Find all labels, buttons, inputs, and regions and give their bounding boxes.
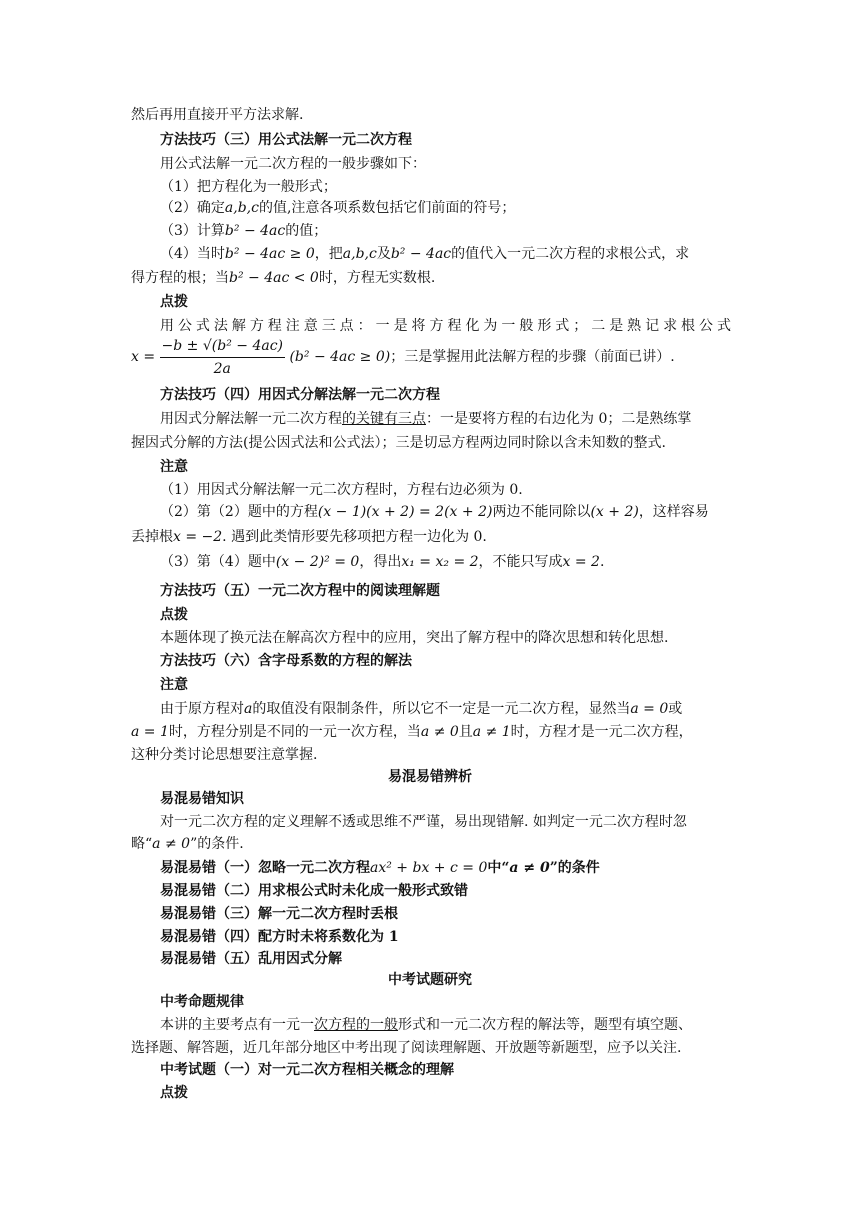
text-line: 由于原方程对a的取值没有限制条件，所以它不一定是一元二次方程，显然当a = 0或 [160, 701, 683, 717]
section-heading: 点拨 [160, 607, 188, 623]
section-heading: 方法技巧（六）含字母系数的方程的解法 [160, 653, 412, 669]
text-line: （2）确定a,b,c的值,注意各项系数包括它们前面的符号； [160, 200, 516, 216]
section-heading: 方法技巧（四）用因式分解法解一元二次方程 [160, 387, 440, 403]
text-line: 握因式分解的方法(提公因式法和公式法）；三是切忌方程两边同时除以含未知数的整式. [131, 435, 666, 451]
section-heading: 易混易错（五）乱用因式分解 [160, 951, 342, 967]
section-heading: 方法技巧（五）一元二次方程中的阅读理解题 [160, 583, 440, 599]
text-line: 用因式分解法解一元二次方程的关键有三点：一是要将方程的右边化为 0；二是熟练掌 [160, 411, 692, 427]
text-line: 这种分类讨论思想要注意掌握. [131, 747, 318, 763]
section-title: 中考试题研究 [388, 972, 472, 988]
text-line: （1）用因式分解法解一元二次方程时，方程右边必须为 0. [160, 482, 523, 498]
text-line: （1）把方程化为一般形式； [160, 179, 337, 195]
text-line: （4）当时b² − 4ac ≥ 0，把a,b,c及b² − 4ac的值代入一元二次方程的求根公式，求 [160, 246, 690, 262]
section-heading: 注意 [160, 459, 188, 475]
text-line: （3）第（4）题中(x − 2)² = 0，得出x₁ = x₂ = 2，不能只写成x = 2. [160, 554, 605, 570]
section-heading: 易混易错（三）解一元二次方程时丢根 [160, 906, 398, 922]
formula-line: x = $\frac{\text{−b ± √(b² − 4ac)}}{2a}$ (b² − 4ac ≥ 0)；三是掌握用此法解方程的步骤（前面已讲）. [131, 334, 731, 380]
section-heading: 易混易错（二）用求根公式时未化成一般形式致错 [160, 883, 468, 899]
section-heading: 点拨 [160, 294, 188, 310]
section-heading: 注意 [160, 677, 188, 693]
text-line: 用公式法解方程注意三点：一是将方程化为一般形式；二是熟记求根公式 [160, 318, 731, 334]
section-heading: 易混易错（一）忽略一元二次方程ax² + bx + c = 0中“a ≠ 0”的条件 [160, 860, 600, 876]
text-line: 用公式法解一元二次方程的一般步骤如下： [160, 156, 426, 172]
section-heading: 易混易错（四）配方时未将系数化为 1 [160, 929, 399, 945]
section-heading: 中考试题（一）对一元二次方程相关概念的理解 [160, 1062, 454, 1078]
section-heading: 点拨 [160, 1085, 188, 1101]
section-heading: 中考命题规律 [160, 994, 244, 1010]
text-line: 对一元二次方程的定义理解不透或思维不严谨，易出现错解. 如判定一元二次方程时忽 [160, 814, 687, 830]
text-line: 丢掉根x = −2. 遇到此类情形要先移项把方程一边化为 0. [131, 529, 487, 545]
section-title: 易混易错辨析 [388, 769, 472, 785]
text-line: a = 1时，方程分别是不同的一元一次方程，当a ≠ 0且a ≠ 1时，方程才是一元二次方程， [131, 724, 693, 740]
text-line: （3）计算b² − 4ac的值； [160, 223, 328, 239]
text-line: 本讲的主要考点有一元一次方程的一般形式和一元二次方程的解法等，题型有填空题、 [160, 1017, 692, 1033]
text-line: 选择题、解答题，近几年部分地区中考出现了阅读理解题、开放题等新题型，应予以关注. [131, 1040, 682, 1056]
text-line: 得方程的根；当b² − 4ac < 0时，方程无实数根. [131, 270, 436, 286]
quadratic-formula: $\frac{\text{−b ± √(b² − 4ac)}}{2a}$ [160, 335, 285, 380]
text-line: 然后再用直接开平方法求解. [131, 107, 304, 123]
text-line: 本题体现了换元法在解高次方程中的应用，突出了解方程中的降次思想和转化思想. [160, 630, 669, 646]
text-line: （2）第（2）题中的方程(x − 1)(x + 2) = 2(x + 2)两边不能同除以(x + 2)，这样容易 [160, 504, 709, 520]
section-heading: 易混易错知识 [160, 791, 244, 807]
text-line: 略“a ≠ 0”的条件. [131, 836, 244, 852]
section-heading: 方法技巧（三）用公式法解一元二次方程 [160, 132, 412, 148]
